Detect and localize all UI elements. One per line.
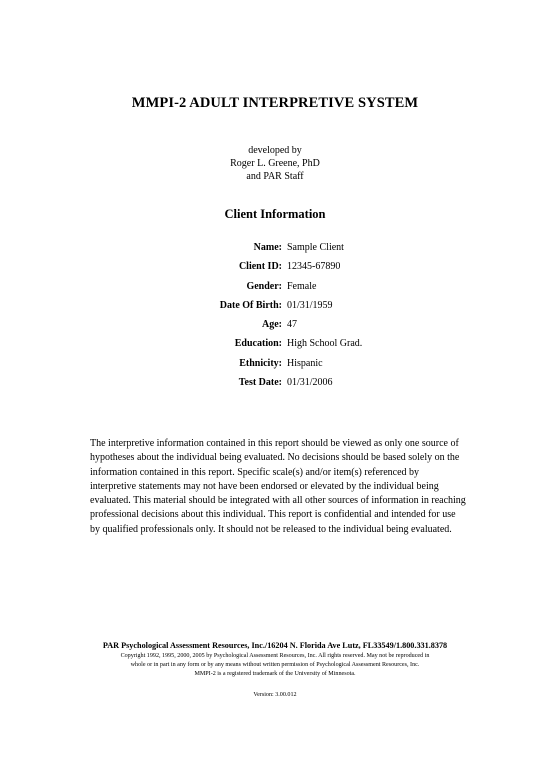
field-label: Ethnicity:	[239, 357, 282, 369]
report-title: MMPI-2 ADULT INTERPRETIVE SYSTEM	[131, 95, 419, 111]
field-label: Education:	[234, 338, 282, 350]
publisher-address: PAR Psychological Assessment Resources, Inc./16204 N. Florida Ave Lutz, FL33549/1.800.331.8378	[102, 641, 448, 650]
client-info-row-gender	[0, 281, 550, 300]
staff-credit: and PAR Staff	[246, 171, 304, 182]
field-value: Hispanic	[287, 357, 323, 369]
copyright-line: Copyright 1992, 1995, 2000, 2005 by Psychological Assessment Resources, Inc. All rights reserved. May not be reproduced in	[120, 653, 430, 659]
field-value: High School Grad.	[287, 338, 363, 350]
client-info-row-client-id	[0, 261, 550, 280]
field-value: Sample Client	[287, 242, 344, 253]
field-value: 01/31/2006	[287, 377, 333, 389]
version-text: Version: 3.00.012	[253, 692, 297, 698]
client-info-row-date-of-birth	[0, 300, 550, 319]
trademark-line: MMPI-2 is a registered trademark of the University of Minnesota.	[194, 671, 356, 677]
developed-by-text: developed by	[248, 145, 302, 156]
field-value: 47	[287, 319, 297, 331]
author-name: Roger L. Greene, PhD	[230, 158, 320, 169]
field-label: Test Date:	[238, 377, 282, 389]
field-label: Name:	[253, 242, 282, 253]
client-info-heading: Client Information	[224, 207, 326, 221]
field-label: Age:	[262, 319, 282, 331]
field-value: 01/31/1959	[287, 299, 333, 311]
client-info-row-name	[0, 242, 550, 261]
copyright-line: whole or in part in any form or by any means without written permission of Psychological Assessment Resources, Inc.	[130, 662, 420, 668]
field-label: Client ID:	[238, 261, 282, 273]
field-label: Gender:	[246, 280, 282, 292]
field-value: 12345-67890	[287, 261, 341, 273]
page-footer	[0, 640, 550, 698]
client-info-row-ethnicity	[0, 358, 550, 377]
copyright-notice	[0, 652, 550, 679]
disclaimer-paragraph: The interpretive information contained in this report should be viewed as only one source of hypotheses about the individual being evaluated. No decisions should be based solely on the information contained in this report. Specific scale(s) and/or item(s) referenced by interpretive statements may not have been endorsed or elevated by the individual being evaluated. This material should be integrated with all other sources of information in reaching professional decisions about this individual. This report is confidential and intended for use by qualified professionals only. It should not be released to the individual being evaluated.	[90, 438, 466, 535]
author-credits	[0, 144, 550, 183]
field-label: Date Of Birth:	[219, 299, 282, 311]
field-value: Female	[287, 280, 317, 292]
client-info-table	[0, 242, 550, 396]
client-info-row-test-date	[0, 377, 550, 396]
client-info-row-education	[0, 338, 550, 357]
client-info-row-age	[0, 319, 550, 338]
